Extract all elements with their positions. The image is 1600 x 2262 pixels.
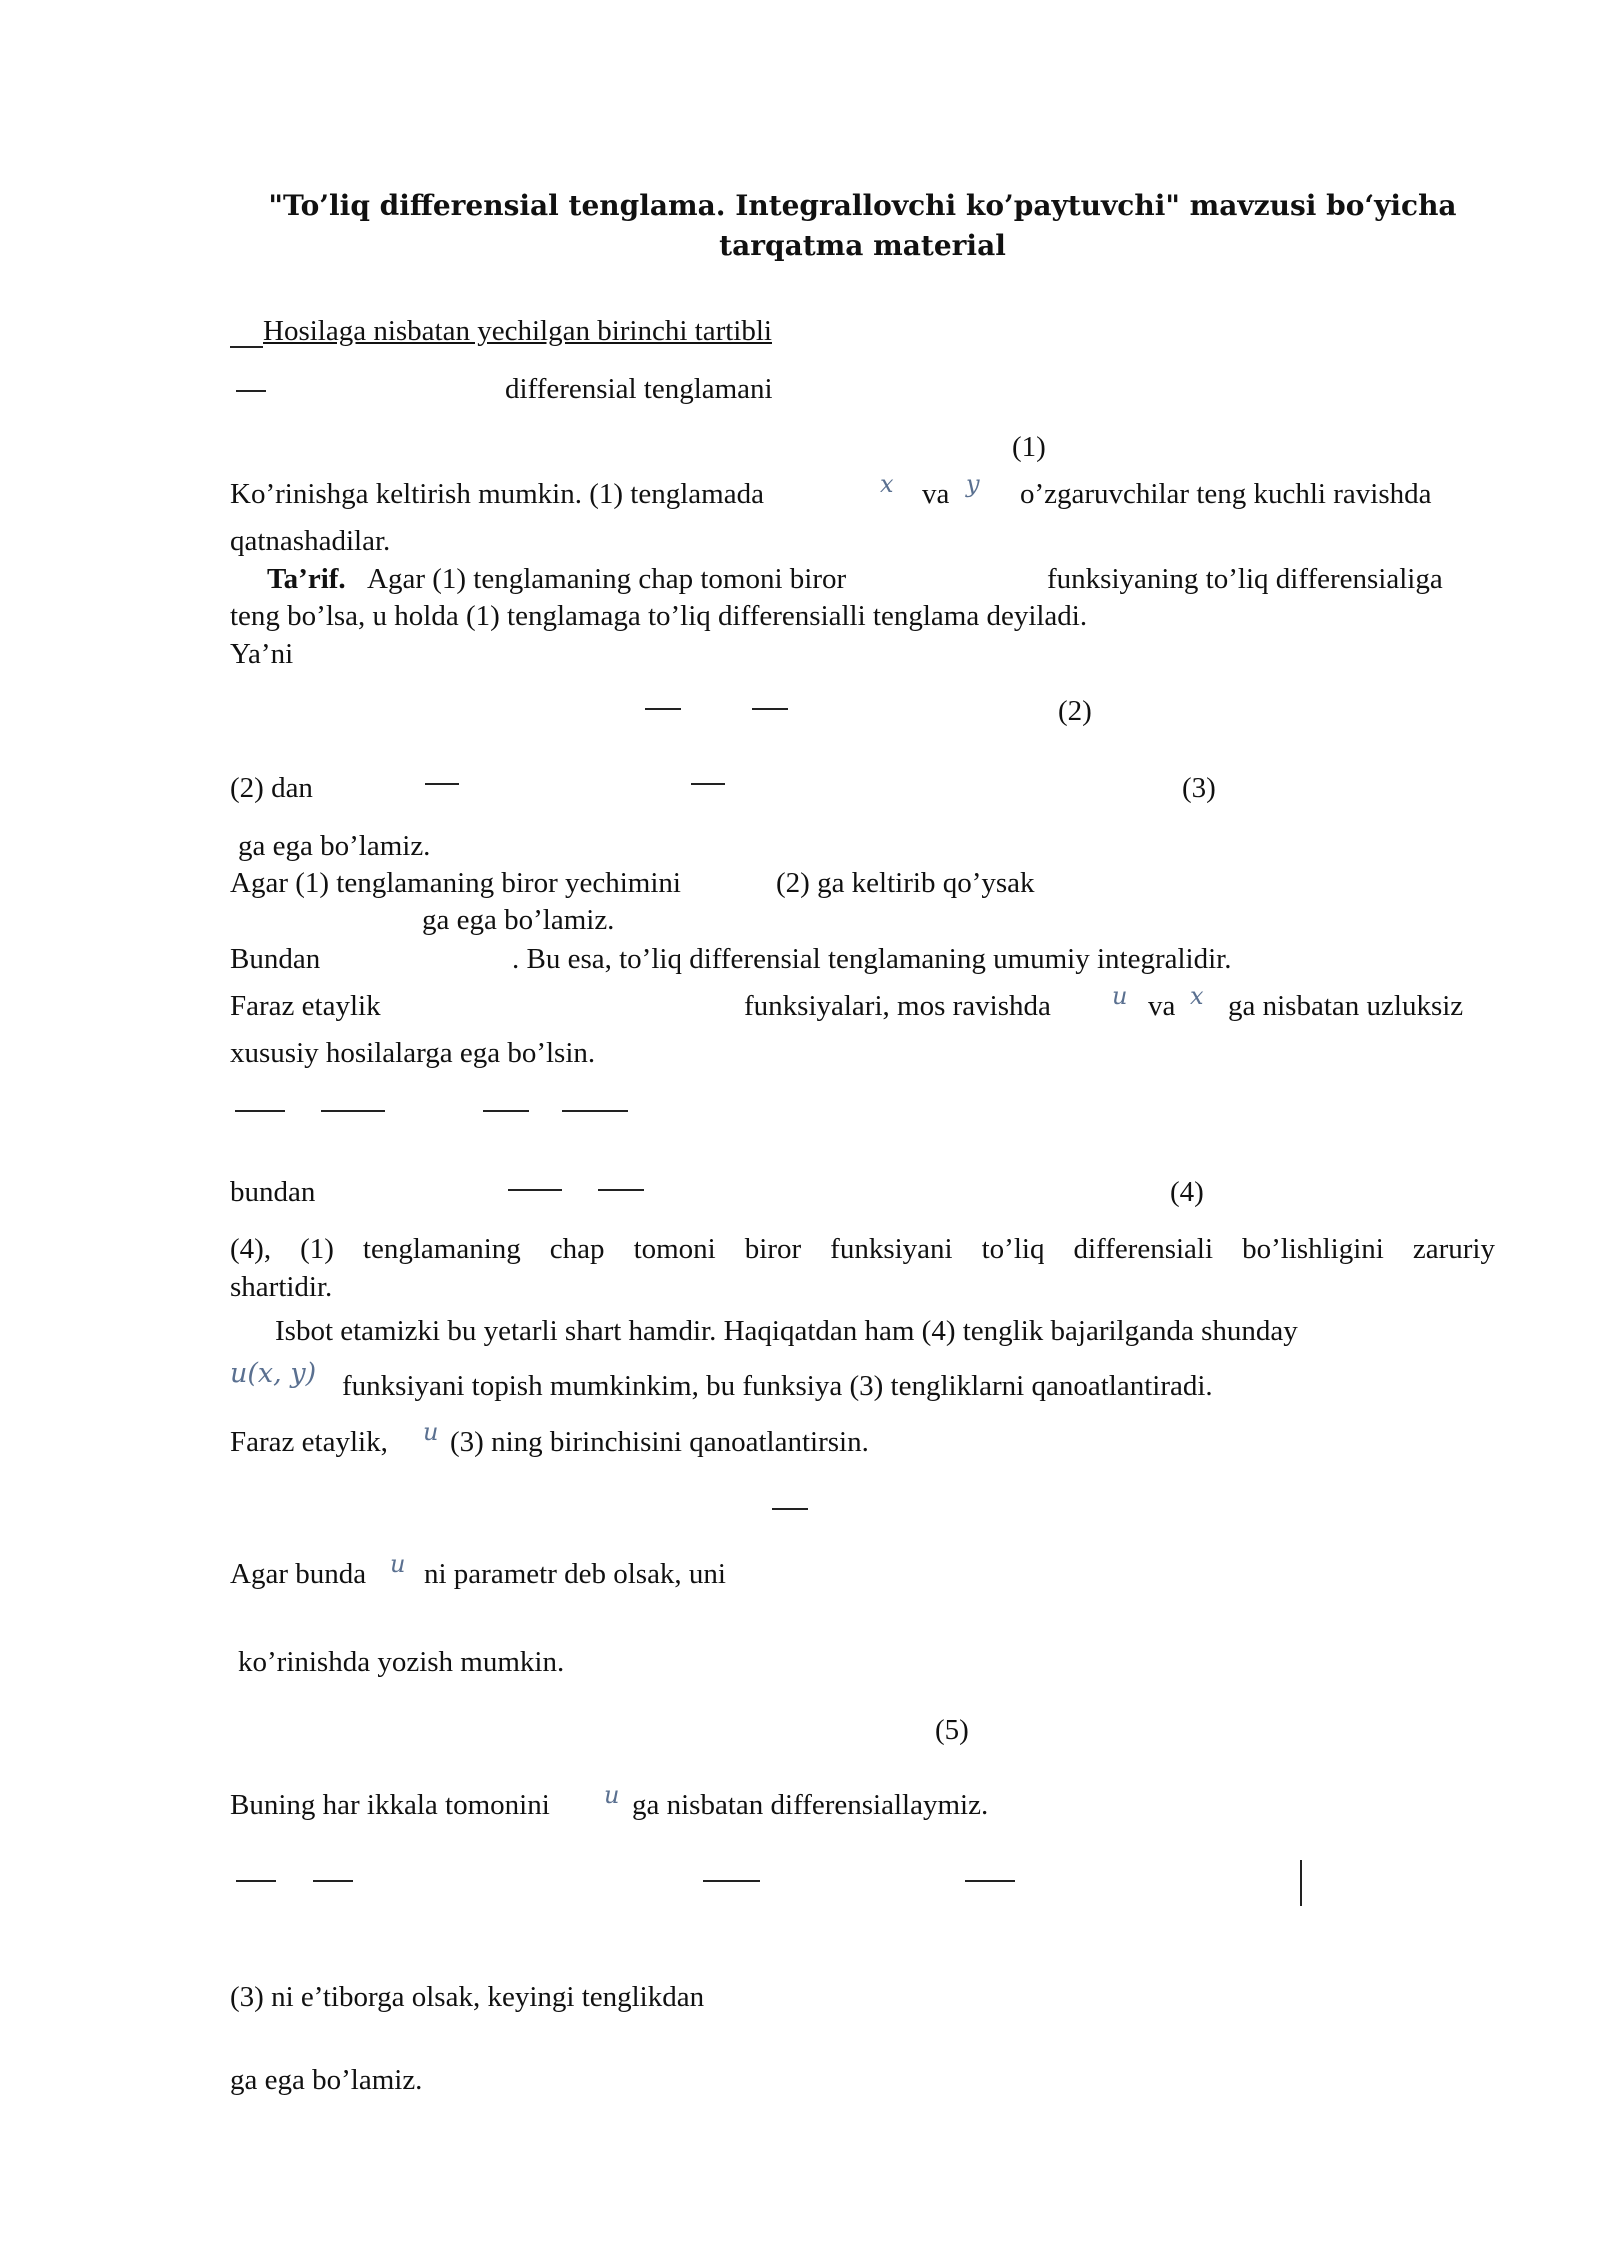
text-line: va [1148, 990, 1176, 1022]
text-line: Agar (1) tenglamaning biror yechimini [230, 867, 681, 899]
text-line: (4), (1) tenglamaning chap tomoni biror funksiyani to’liq differensiali bo’lishligini zaruriy [230, 1233, 1495, 1265]
math-expression-uxy: u(x, y) [230, 1358, 317, 1389]
fraction-bar [772, 1508, 808, 1510]
text-line: ga ega bo’lamiz. [238, 830, 431, 862]
intro-line: Hosilaga nisbatan yechilgan birinchi tartibli [263, 315, 772, 347]
equation-number-3: (3) [1182, 772, 1216, 804]
text-line: (2) dan [230, 772, 313, 804]
fraction-bar [703, 1880, 760, 1882]
text-line: o’zgaruvchilar teng kuchli ravishda [1020, 478, 1432, 510]
text-line: qatnashadilar. [230, 525, 391, 557]
text-line: ga ega bo’lamiz. [422, 904, 615, 936]
math-variable-u: u [604, 1781, 620, 1809]
text-line: ni parametr deb olsak, uni [424, 1558, 726, 1590]
text-line: Ya’ni [230, 638, 294, 670]
text-line: xususiy hosilalarga ega bo’lsin. [230, 1037, 596, 1069]
text-line: va [922, 478, 950, 510]
text-line: funksiyani topish mumkinkim, bu funksiya (3) tengliklarni qanoatlantiradi. [342, 1370, 1213, 1402]
text-line: funksiyaning to’liq differensialiga [1047, 563, 1443, 595]
fraction-bar [562, 1110, 628, 1112]
text-line: Buning har ikkala tomonini [230, 1789, 550, 1821]
fraction-bar [965, 1880, 1015, 1882]
fraction-bar [483, 1110, 529, 1112]
evaluation-bar [1300, 1860, 1302, 1906]
equation-number-1: (1) [1012, 431, 1046, 463]
text-line: funksiyalari, mos ravishda [744, 990, 1051, 1022]
fraction-bar [425, 783, 459, 785]
math-variable-x: x [1190, 982, 1204, 1010]
fraction-bar [235, 1110, 285, 1112]
fraction-bar [313, 1880, 353, 1882]
text-line: (2) ga keltirib qo’ysak [776, 867, 1035, 899]
text-line: ga nisbatan differensiallaymiz. [632, 1789, 989, 1821]
math-variable-u: u [423, 1418, 439, 1446]
text-line: ko’rinishda yozish mumkin. [238, 1646, 565, 1678]
text-line: shartidir. [230, 1271, 333, 1303]
text-line: (3) ni e’tiborga olsak, keyingi tenglikdan [230, 1981, 705, 2013]
text-line: Isbot etamizki bu yetarli shart hamdir. Haqiqatdan ham (4) tenglik bajarilganda shunday [275, 1315, 1298, 1347]
text-line: teng bo’lsa, u holda (1) tenglamaga to’liq differensialli tenglama deyiladi. [230, 600, 1088, 632]
fraction-bar [236, 1880, 276, 1882]
text-line: Faraz etaylik [230, 990, 381, 1022]
text-line: differensial tenglamani [505, 373, 773, 405]
text-line: (3) ning birinchisini qanoatlantirsin. [450, 1426, 869, 1458]
fraction-bar [236, 390, 266, 392]
math-variable-u: u [1112, 982, 1128, 1010]
equation-number-2: (2) [1058, 695, 1092, 727]
text-line: ga nisbatan uzluksiz [1228, 990, 1464, 1022]
text-line: Bundan [230, 943, 321, 975]
fraction-bar [645, 708, 681, 710]
equation-number-5: (5) [935, 1714, 969, 1746]
fraction-bar [321, 1110, 385, 1112]
math-variable-x: x [880, 470, 894, 498]
math-variable-u: u [390, 1550, 406, 1578]
text-line: Agar (1) tenglamaning chap tomoni biror [367, 563, 847, 595]
text-line: Ko’rinishga keltirish mumkin. (1) tenglamada [230, 478, 764, 510]
fraction-bar [752, 708, 788, 710]
text-line: Faraz etaylik, [230, 1426, 388, 1458]
text-line: . Bu esa, to’liq differensial tenglamaning umumiy integralidir. [512, 943, 1232, 975]
fraction-bar [508, 1189, 562, 1191]
fraction-bar [598, 1189, 644, 1191]
math-variable-y: y [966, 470, 980, 498]
document-title: "To’liq differensial tenglama. Integrallovchi ko’paytuvchi" mavzusi bo‘yicha tarqatma material [268, 189, 1457, 262]
equation-number-4: (4) [1170, 1176, 1204, 1208]
text-line: Agar bunda [230, 1558, 367, 1590]
fraction-bar [691, 783, 725, 785]
underline-rule [230, 346, 263, 348]
text-line: bundan [230, 1176, 316, 1208]
definition-label: Ta’rif. [267, 563, 346, 595]
text-line: ga ega bo’lamiz. [230, 2064, 423, 2096]
